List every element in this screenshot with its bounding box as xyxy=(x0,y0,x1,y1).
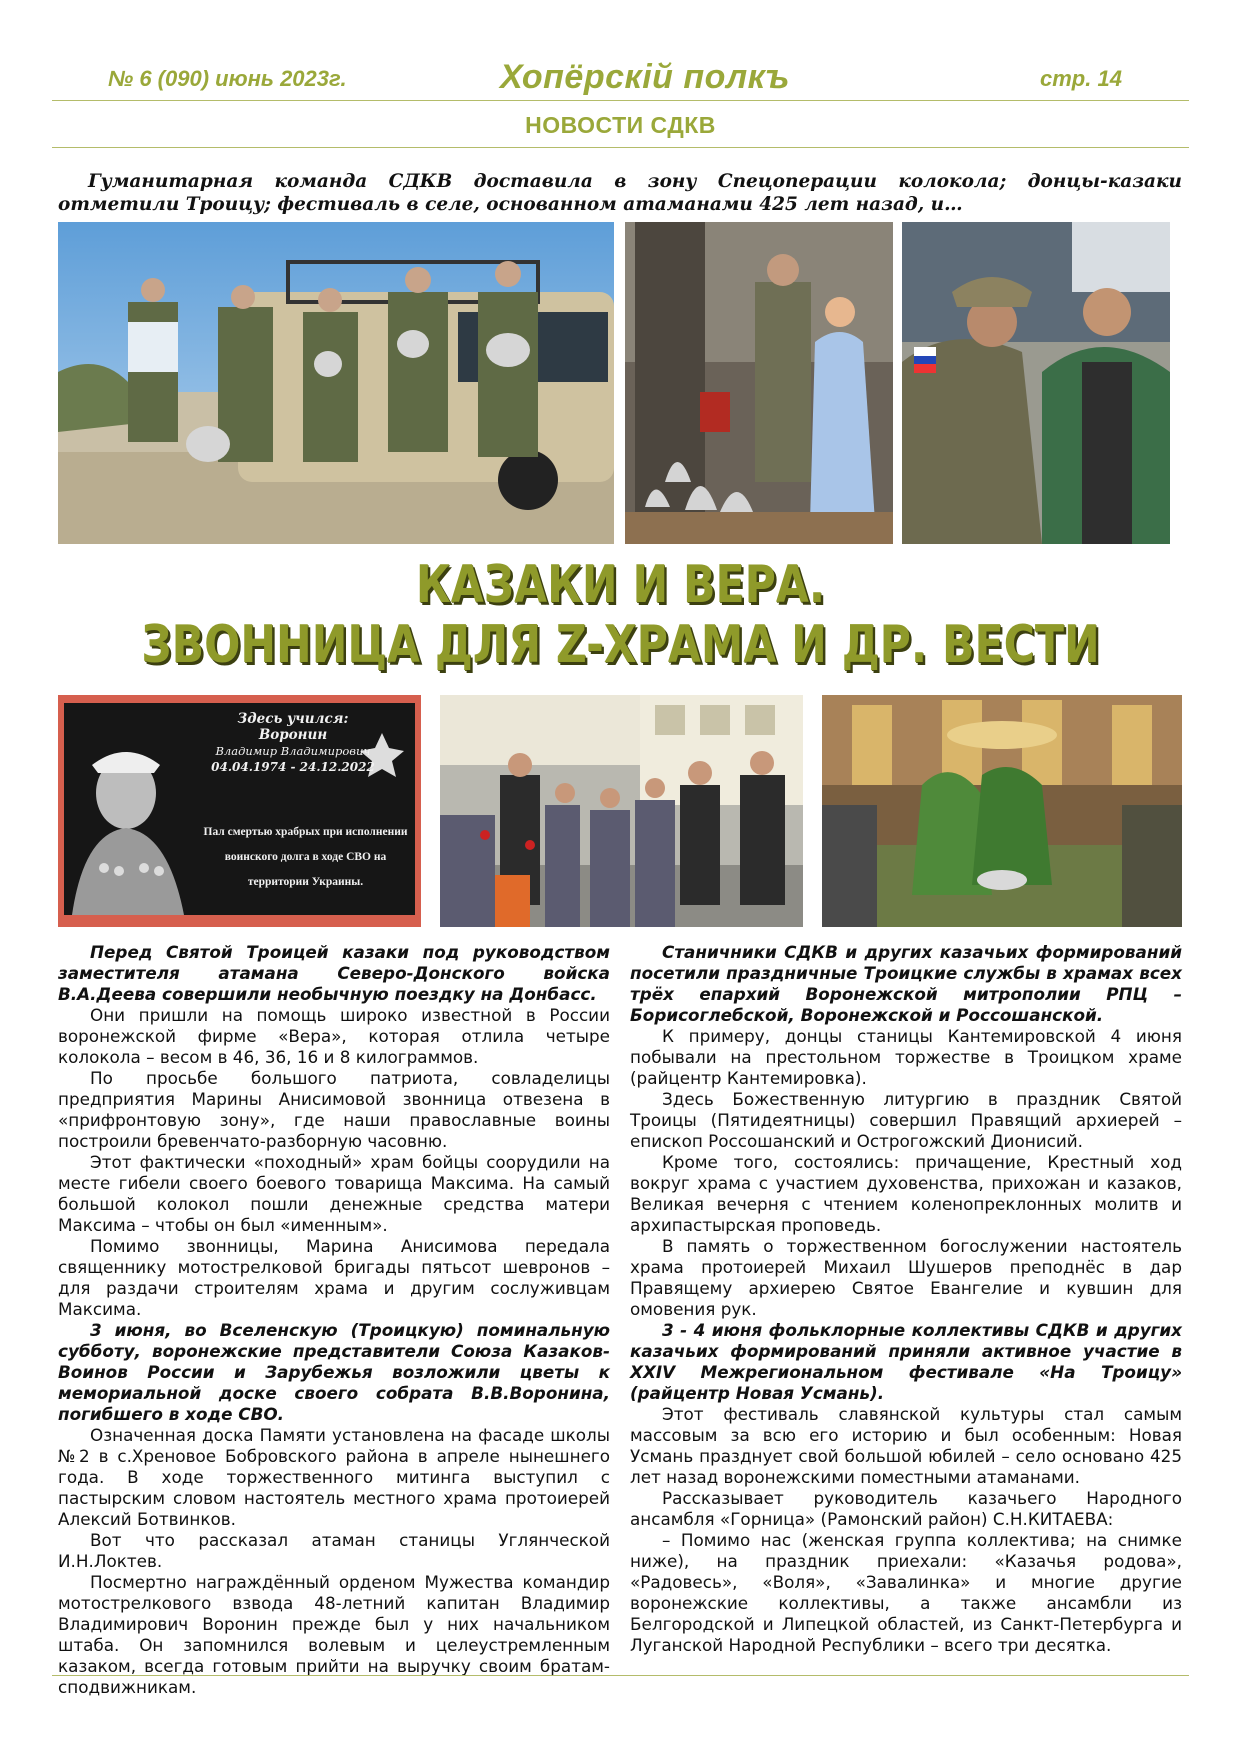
photo-priest-soldier xyxy=(902,222,1170,544)
right-paragraph: – Помимо нас (женская группа коллектива; на снимке ниже), на праздник приехали: «Казачья родова», «Радовесь», «Воля», «Завалинка» и многие другие воронежские коллективы, а также ансамбли из Белгородской и Липецкой областей, из Санкт-Петербурга и Луганской Народной Республики – всего три десятка. xyxy=(630,1530,1182,1655)
plaque-name: Владимир Владимирович xyxy=(215,744,371,758)
header-rule xyxy=(52,100,1189,101)
photo-bells-warehouse xyxy=(625,222,893,544)
photo-memorial-plaque xyxy=(58,695,421,927)
left-paragraph: Они пришли на помощь широко известной в России воронежской фирме «Вера», которая отлила четыре колокола – весом в 46, 36, 16 и 8 килограммов. xyxy=(58,1005,610,1067)
right-paragraph: К примеру, донцы станицы Кантемировской 4 июня побывали на престольном торжестве в Троицком храме (райцентр Кантемировка). xyxy=(630,1026,1182,1088)
right-paragraph: Этот фестиваль славянской культуры стал самым массовым за всю его историю и был особенным: Новая Усмань празднует свой большой юбилей – село основано 425 лет назад воронежскими поместными атаманами. xyxy=(630,1404,1182,1487)
right-paragraph: В память о торжественном богослужении настоятель храма протоиерей Михаил Шушеров преподнёс в дар Правящему архиерею Святое Евангелие и кувшин для омовения рук. xyxy=(630,1236,1182,1319)
photo-church-service xyxy=(822,695,1182,927)
page-number: стр. 14 xyxy=(1040,66,1122,91)
newspaper-title: Хопёрскiй полкъ xyxy=(500,58,790,96)
lead-paragraph: Гуманитарная команда СДКВ доставила в зону Спецоперации колокола; донцы-казаки отметили Троицу; фестиваль в селе, основанном атаманами 425 лет назад, и… xyxy=(58,171,1182,215)
footer-rule xyxy=(52,1675,1189,1676)
plaque-surname: Воронин xyxy=(258,727,328,743)
right-paragraph: Рассказывает руководитель казачьего Народного ансамбля «Горница» (Рамонский район) С.Н.КИТАЕВА: xyxy=(630,1488,1182,1529)
section-title: НОВОСТИ СДКВ xyxy=(525,112,716,138)
left-paragraph: Вот что рассказал атаман станицы Углянческой И.Н.Локтев. xyxy=(58,1530,610,1571)
right-paragraph: Кроме того, состоялись: причащение, Крестный ход вокруг храма с участием духовенства, прихожан и казаков, Великая вечерня с чтением коленопреклонных молитв и архипастырская проповедь. xyxy=(630,1152,1182,1235)
right-paragraph: Станичники СДКВ и других казачьих формирований посетили праздничные Троицкие службы в храмах всех трёх епархий Воронежской митрополии РПЦ – Борисоглебской, Воронежской и Россошанской. xyxy=(630,942,1182,1025)
left-paragraph: Посмертно награждённый орденом Мужества командир мотострелкового взвода 48-летний капитан Владимир Владимирович Воронин прежде был у них начальником штаба. Он запомнился волевым и целеустремленным казаком, всегда готовым прийти на выручку своим братам-сподвижникам. xyxy=(58,1572,610,1697)
plaque-line-2: воинского долга в ходе СВО на xyxy=(224,851,387,863)
plaque-studied: Здесь учился: xyxy=(237,711,349,727)
left-paragraph: Перед Святой Троицей казаки под руководством заместителя атамана Северо-Донского войска В.А.Деева совершили необычную поездку на Донбасс. xyxy=(58,942,610,1004)
photo-bells-truck xyxy=(58,222,614,544)
right-paragraph: 3 - 4 июня фольклорные коллективы СДКВ и других казачьих формирований приняли активное участие в XXIV Межрегиональном фестивале «На Троицу» (райцентр Новая Усмань). xyxy=(630,1320,1182,1403)
headline-line-1: КАЗАКИ И ВЕРА. xyxy=(415,555,826,615)
plaque-line-3: территории Украины. xyxy=(247,876,364,888)
left-paragraph: Этот фактически «походный» храм бойцы соорудили на месте гибели своего боевого товарища Максима. На самый большой колокол пошли денежные средства матери Максима – чтобы он был «именным». xyxy=(58,1152,610,1235)
right-paragraph: Здесь Божественную литургию в праздник Святой Троицы (Пятидеятницы) совершил Правящий архиерей – епископ Россошанский и Острогожский Дионисий. xyxy=(630,1089,1182,1151)
left-column xyxy=(58,942,610,1698)
section-rule xyxy=(52,147,1189,148)
headline-line-2: ЗВОННИЦА ДЛЯ Z-ХРАМА И ДР. ВЕСТИ xyxy=(141,615,1100,675)
issue-number: № 6 (090) июнь 2023г. xyxy=(108,66,347,91)
plaque-dates: 04.04.1974 - 24.12.2022 xyxy=(211,760,375,774)
photo-ceremony-school xyxy=(440,695,803,927)
left-paragraph: Помимо звонницы, Марина Анисимова передала священнику мотострелковой бригады пятьсот шевронов – для раздачи строителям храма и другим сослуживцам Максима. xyxy=(58,1236,610,1319)
left-paragraph: 3 июня, во Вселенскую (Троицкую) поминальную субботу, воронежские представители Союза Казаков-Воинов России и Зарубежья возложили цветы к мемориальной доске своего собрата В.В.Воронина, погибшего в ходе СВО. xyxy=(58,1320,610,1424)
left-paragraph: По просьбе большого патриота, совладелицы предприятия Марины Анисимовой звонница отвезена в «прифронтовую зону», где наши православные воины построили бревенчато-разборную часовню. xyxy=(58,1068,610,1151)
left-paragraph: Означенная доска Памяти установлена на фасаде школы №2 в с.Хреновое Бобровского района в апреле нынешнего года. В ходе торжественного митинга выступил с пастырским словом настоятель местного храма протоиерей Алексий Ботвинков. xyxy=(58,1425,610,1529)
page-header xyxy=(0,58,1241,102)
right-column xyxy=(630,942,1182,1656)
plaque-line-1: Пал смертью храбрых при исполнении xyxy=(203,826,408,838)
